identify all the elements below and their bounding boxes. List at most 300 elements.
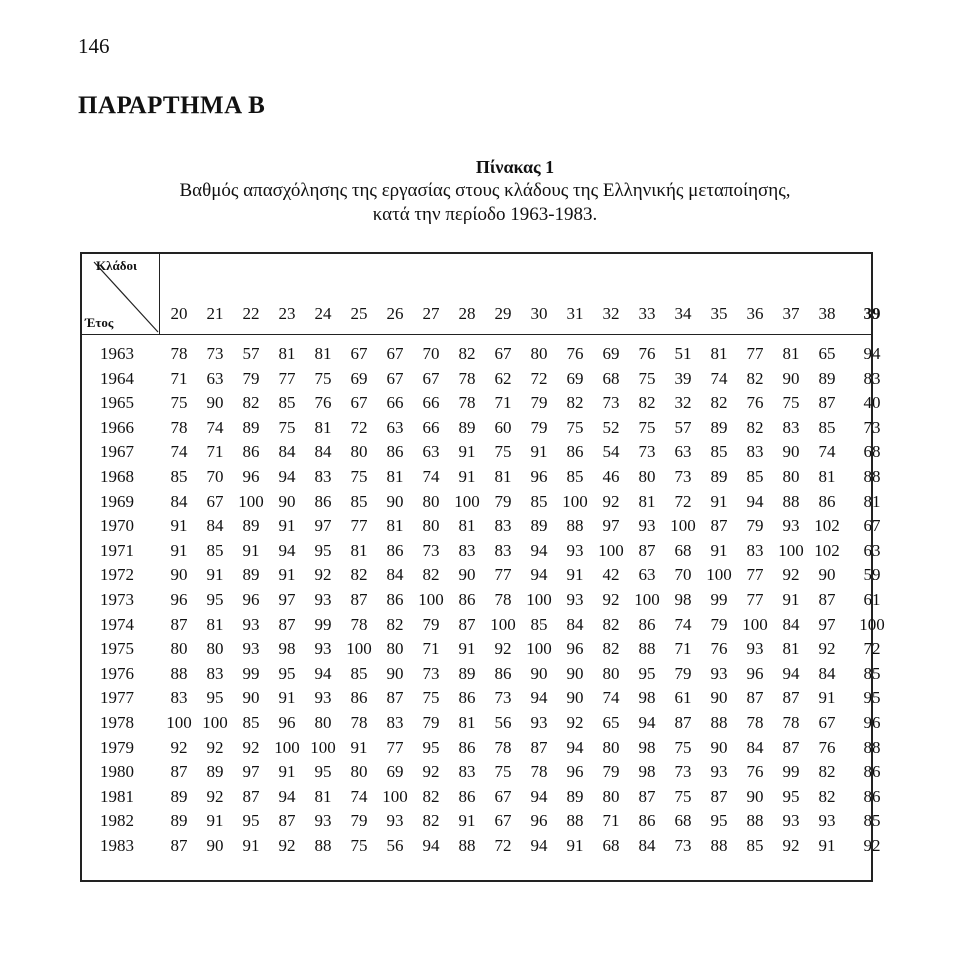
table-cell: 54: [602, 442, 620, 462]
table-cell: 95: [314, 540, 332, 560]
column-header: 27: [422, 304, 440, 323]
table-cell: 91: [278, 688, 296, 708]
table-cell: 73: [494, 688, 512, 708]
table-cell: 89: [818, 368, 836, 388]
table-cell: 73: [422, 663, 440, 683]
table-cell: 84: [314, 442, 332, 462]
table-cell: 81: [494, 466, 512, 486]
table-cell: 82: [602, 639, 620, 659]
table-cell: 52: [602, 417, 620, 437]
table-cell: 90: [818, 565, 836, 585]
corner-label-branches: Κλάδοι: [96, 258, 138, 273]
table-cell: 63: [206, 368, 224, 388]
table-cell: 96: [530, 466, 548, 486]
table-cell: 89: [566, 786, 584, 806]
table-cell: 80: [782, 466, 800, 486]
table-cell: 65: [818, 344, 836, 363]
table-cell: 94: [278, 466, 296, 486]
table-cell: 85: [350, 663, 368, 683]
table-cell: 87: [242, 786, 260, 806]
table-cell: 75: [494, 442, 512, 462]
table-cell: 82: [386, 614, 404, 634]
table-cell: 80: [206, 639, 224, 659]
table-cell: 81: [458, 712, 476, 732]
table-cell: 87: [170, 835, 188, 855]
table-cell: 100: [382, 786, 408, 806]
table-cell: 93: [746, 639, 764, 659]
table-row: [82, 613, 885, 638]
table-cell: 81: [782, 639, 800, 659]
table-cell: 91: [278, 565, 296, 585]
table-cell: 100: [238, 491, 264, 511]
table-cell: 82: [818, 762, 836, 782]
table-cell: 67: [350, 344, 368, 363]
table-cell: 83: [458, 762, 476, 782]
table-cell: 79: [530, 393, 548, 413]
table-cell: 80: [350, 762, 368, 782]
table-cell: 56: [386, 835, 404, 855]
table-cell: 94: [530, 835, 548, 855]
table-cell: 95: [782, 786, 800, 806]
table-cell: 91: [242, 835, 260, 855]
table-cell: 67: [494, 811, 512, 831]
table-cell: 78: [458, 368, 476, 388]
table-row: [82, 809, 881, 834]
table-cell: 90: [386, 491, 404, 511]
table-cell: 93: [782, 516, 800, 536]
table-cell: 85: [170, 466, 188, 486]
table-cell: 90: [746, 786, 764, 806]
table-cell: 81: [278, 344, 296, 363]
table-cell: 86: [458, 737, 476, 757]
table-cell: 69: [386, 762, 404, 782]
table-cell: 98: [638, 688, 656, 708]
table-cell: 90: [242, 688, 260, 708]
table-cell: 40: [863, 393, 881, 413]
table-cell: 96: [530, 811, 548, 831]
table-cell: 89: [242, 417, 260, 437]
table-cell: 84: [818, 663, 836, 683]
table-cell: 90: [386, 663, 404, 683]
row-year: 1970: [100, 516, 134, 536]
row-year: 1966: [100, 417, 134, 437]
table-cell: 96: [863, 712, 881, 732]
table-cell: 71: [206, 442, 224, 462]
table-cell: 92: [314, 565, 332, 585]
table-cell: 46: [602, 466, 620, 486]
table-cell: 91: [710, 491, 728, 511]
table-cell: 85: [242, 712, 260, 732]
table-cell: 91: [530, 442, 548, 462]
table-cell: 94: [278, 786, 296, 806]
table-cell: 73: [674, 835, 692, 855]
table-cell: 95: [314, 762, 332, 782]
table-cell: 99: [242, 663, 260, 683]
table-cell: 82: [350, 565, 368, 585]
table-cell: 91: [278, 762, 296, 782]
table-cell: 75: [674, 786, 692, 806]
table-cell: 71: [422, 639, 440, 659]
table-cell: 81: [818, 466, 836, 486]
table-cell: 86: [350, 688, 368, 708]
table-cell: 85: [566, 466, 584, 486]
table-row: [82, 637, 881, 662]
table-cell: 94: [638, 712, 656, 732]
table-row: [82, 416, 881, 441]
table-cell: 84: [782, 614, 800, 634]
column-header: 31: [566, 304, 584, 323]
row-year: 1963: [100, 344, 134, 363]
table-cell: 93: [818, 811, 836, 831]
table-row: [82, 391, 881, 416]
table-cell: 87: [710, 786, 728, 806]
table-cell: 74: [422, 466, 440, 486]
table-cell: 91: [350, 737, 368, 757]
table-cell: 80: [422, 491, 440, 511]
table-cell: 67: [818, 712, 836, 732]
row-year: 1964: [100, 368, 134, 388]
table-cell: 70: [206, 466, 224, 486]
table-cell: 99: [314, 614, 332, 634]
table-cell: 78: [494, 589, 512, 609]
column-header: 30: [530, 304, 548, 323]
table-cell: 94: [530, 565, 548, 585]
column-header: 26: [386, 304, 404, 323]
table-cell: 57: [242, 344, 260, 363]
table-cell: 80: [638, 466, 656, 486]
table-cell: 90: [206, 393, 224, 413]
table-cell: 72: [674, 491, 692, 511]
table-cell: 81: [314, 786, 332, 806]
table-cell: 87: [530, 737, 548, 757]
table-cell: 84: [638, 835, 656, 855]
table-cell: 96: [170, 589, 188, 609]
table-cell: 77: [746, 565, 764, 585]
row-year: 1973: [100, 589, 134, 609]
table-cell: 80: [386, 639, 404, 659]
table-cell: 81: [782, 344, 800, 363]
table-cell: 87: [278, 811, 296, 831]
table-cell: 86: [863, 762, 881, 782]
table-cell: 91: [458, 466, 476, 486]
table-cell: 81: [638, 491, 656, 511]
table-cell: 83: [458, 540, 476, 560]
table-cell: 92: [566, 712, 584, 732]
row-year: 1983: [100, 835, 134, 855]
table-cell: 79: [602, 762, 620, 782]
table-cell: 82: [710, 393, 728, 413]
table-cell: 87: [278, 614, 296, 634]
table-cell: 86: [314, 491, 332, 511]
table-cell: 92: [863, 835, 881, 855]
table-cell: 90: [170, 565, 188, 585]
table-cell: 75: [638, 368, 656, 388]
table-cell: 76: [314, 393, 332, 413]
table-cell: 92: [170, 737, 188, 757]
table-cell: 97: [278, 589, 296, 609]
table-cell: 78: [350, 712, 368, 732]
table-cell: 69: [566, 368, 584, 388]
table-cell: 100: [859, 614, 885, 634]
table-cell: 63: [422, 442, 440, 462]
table-cell: 92: [206, 737, 224, 757]
table-cell: 85: [206, 540, 224, 560]
table-cell: 86: [458, 688, 476, 708]
table-cell: 85: [530, 491, 548, 511]
table-cell: 32: [674, 393, 692, 413]
table-cell: 90: [530, 663, 548, 683]
data-table: [80, 252, 885, 882]
table-cell: 81: [863, 491, 881, 511]
table-cell: 80: [602, 786, 620, 806]
table-cell: 80: [350, 442, 368, 462]
table-cell: 88: [566, 516, 584, 536]
table-cell: 88: [710, 712, 728, 732]
table-cell: 88: [863, 466, 881, 486]
table-cell: 86: [863, 786, 881, 806]
table-cell: 84: [566, 614, 584, 634]
table-cell: 85: [863, 811, 881, 831]
table-cell: 73: [674, 466, 692, 486]
table-cell: 100: [634, 589, 660, 609]
row-year: 1978: [100, 712, 134, 732]
table-cell: 91: [170, 540, 188, 560]
table-cell: 84: [206, 516, 224, 536]
table-cell: 95: [422, 737, 440, 757]
table-cell: 100: [742, 614, 768, 634]
table-cell: 91: [566, 565, 584, 585]
table-cell: 83: [782, 417, 800, 437]
table-cell: 99: [782, 762, 800, 782]
table-cell: 77: [386, 737, 404, 757]
table-cell: 100: [346, 639, 372, 659]
table-cell: 75: [782, 393, 800, 413]
table-cell: 91: [458, 811, 476, 831]
table-cell: 68: [674, 540, 692, 560]
table-cell: 61: [863, 589, 881, 609]
table-cell: 42: [602, 565, 620, 585]
table-cell: 91: [710, 540, 728, 560]
table-cell: 75: [350, 835, 368, 855]
table-cell: 94: [422, 835, 440, 855]
table-cell: 81: [386, 516, 404, 536]
table-cell: 90: [458, 565, 476, 585]
table-cell: 90: [710, 688, 728, 708]
table-cell: 100: [526, 589, 552, 609]
column-header: 29: [494, 304, 512, 323]
table-cell: 80: [602, 663, 620, 683]
appendix-title: ΠΑΡΑΡΤΗΜΑ Β: [78, 92, 266, 119]
table-cell: 82: [566, 393, 584, 413]
table-cell: 73: [206, 344, 224, 363]
table-cell: 96: [278, 712, 296, 732]
table-cell: 87: [746, 688, 764, 708]
table-row: [82, 514, 881, 539]
table-cell: 93: [314, 589, 332, 609]
table-cell: 91: [782, 589, 800, 609]
table-cell: 84: [170, 491, 188, 511]
table-cell: 73: [863, 417, 881, 437]
table-cell: 97: [314, 516, 332, 536]
table-cell: 63: [674, 442, 692, 462]
table-cell: 98: [638, 762, 656, 782]
table-cell: 86: [386, 442, 404, 462]
table-cell: 84: [746, 737, 764, 757]
table-cell: 93: [782, 811, 800, 831]
table-caption: [80, 155, 890, 227]
table-cell: 83: [746, 540, 764, 560]
table-cell: 75: [638, 417, 656, 437]
table-cell: 63: [863, 540, 881, 560]
row-year: 1968: [100, 466, 134, 486]
table-cell: 67: [386, 344, 404, 363]
table-cell: 100: [274, 737, 300, 757]
table-cell: 75: [350, 466, 368, 486]
table-cell: 69: [350, 368, 368, 388]
table-cell: 79: [350, 811, 368, 831]
table-cell: 82: [458, 344, 476, 363]
table-cell: 94: [746, 491, 764, 511]
table-cell: 83: [314, 466, 332, 486]
table-cell: 73: [638, 442, 656, 462]
table-cell: 95: [278, 663, 296, 683]
table-cell: 94: [278, 540, 296, 560]
table-row: [82, 490, 881, 515]
table-cell: 80: [170, 639, 188, 659]
table-cell: 88: [746, 811, 764, 831]
table-cell: 76: [566, 344, 584, 363]
table-cell: 86: [638, 811, 656, 831]
table-cell: 73: [422, 540, 440, 560]
table-caption-line-2: κατά την περίοδο 1963-1983.: [372, 204, 598, 225]
table-cell: 80: [530, 344, 548, 363]
table-cell: 100: [166, 712, 192, 732]
table-cell: 67: [494, 344, 512, 363]
table-label: Πίνακας 1: [475, 157, 555, 177]
table-cell: 62: [494, 368, 512, 388]
table-cell: 78: [530, 762, 548, 782]
table-cell: 93: [242, 639, 260, 659]
table-cell: 77: [278, 368, 296, 388]
table-row: [82, 465, 881, 490]
row-year: 1975: [100, 639, 134, 659]
table-cell: 87: [818, 589, 836, 609]
table-cell: 92: [602, 589, 620, 609]
table-cell: 92: [242, 737, 260, 757]
table-cell: 76: [710, 639, 728, 659]
table-cell: 67: [863, 516, 881, 536]
table-cell: 67: [350, 393, 368, 413]
column-header: 25: [350, 304, 368, 323]
column-header: 23: [278, 304, 296, 323]
table-cell: 96: [566, 762, 584, 782]
table-cell: 100: [778, 540, 804, 560]
table-cell: 86: [566, 442, 584, 462]
table-cell: 85: [710, 442, 728, 462]
table-cell: 83: [386, 712, 404, 732]
table-cell: 79: [674, 663, 692, 683]
table-cell: 70: [422, 344, 440, 363]
column-header: 33: [638, 304, 656, 323]
table-cell: 90: [782, 442, 800, 462]
column-header: 36: [746, 304, 764, 323]
table-cell: 75: [170, 393, 188, 413]
table-cell: 92: [422, 762, 440, 782]
table-cell: 91: [458, 442, 476, 462]
table-cell: 102: [814, 540, 840, 560]
table-header-row: [82, 302, 881, 326]
table-cell: 87: [170, 762, 188, 782]
table-cell: 71: [494, 393, 512, 413]
table-cell: 82: [242, 393, 260, 413]
table-cell: 75: [494, 762, 512, 782]
table-cell: 79: [746, 516, 764, 536]
table-cell: 82: [422, 786, 440, 806]
table-cell: 95: [863, 688, 881, 708]
table-cell: 86: [638, 614, 656, 634]
table-cell: 92: [818, 639, 836, 659]
table-cell: 89: [458, 663, 476, 683]
table-cell: 96: [566, 639, 584, 659]
table-cell: 81: [314, 344, 332, 363]
table-cell: 86: [458, 589, 476, 609]
table-cell: 74: [674, 614, 692, 634]
table-row: [82, 588, 881, 613]
table-cell: 92: [602, 491, 620, 511]
table-cell: 79: [494, 491, 512, 511]
table-cell: 78: [170, 344, 188, 363]
row-year: 1982: [100, 811, 134, 831]
table-cell: 85: [863, 663, 881, 683]
table-cell: 91: [278, 516, 296, 536]
table-cell: 86: [386, 540, 404, 560]
table-cell: 90: [710, 737, 728, 757]
table-cell: 81: [458, 516, 476, 536]
table-cell: 94: [863, 344, 881, 363]
table-cell: 95: [206, 589, 224, 609]
table-cell: 100: [490, 614, 516, 634]
table-cell: 87: [638, 786, 656, 806]
table-row: [82, 563, 881, 588]
column-header: 32: [602, 304, 620, 323]
table-cell: 95: [638, 663, 656, 683]
table-cell: 96: [242, 466, 260, 486]
table-cell: 95: [206, 688, 224, 708]
table-cell: 100: [526, 639, 552, 659]
table-cell: 82: [746, 417, 764, 437]
table-cell: 69: [602, 344, 620, 363]
table-cell: 90: [782, 368, 800, 388]
table-cell: 68: [602, 368, 620, 388]
table-cell: 93: [638, 516, 656, 536]
row-year: 1969: [100, 491, 134, 511]
table-cell: 67: [422, 368, 440, 388]
table-cell: 79: [242, 368, 260, 388]
table-cell: 96: [242, 589, 260, 609]
row-year: 1965: [100, 393, 134, 413]
table-cell: 77: [746, 589, 764, 609]
table-cell: 88: [170, 663, 188, 683]
table-cell: 88: [458, 835, 476, 855]
column-header: 39: [863, 304, 881, 323]
table-cell: 84: [386, 565, 404, 585]
table-cell: 82: [422, 811, 440, 831]
table-cell: 79: [530, 417, 548, 437]
column-header: 28: [458, 304, 476, 323]
table-cell: 77: [494, 565, 512, 585]
table-cell: 63: [638, 565, 656, 585]
table-cell: 93: [314, 639, 332, 659]
